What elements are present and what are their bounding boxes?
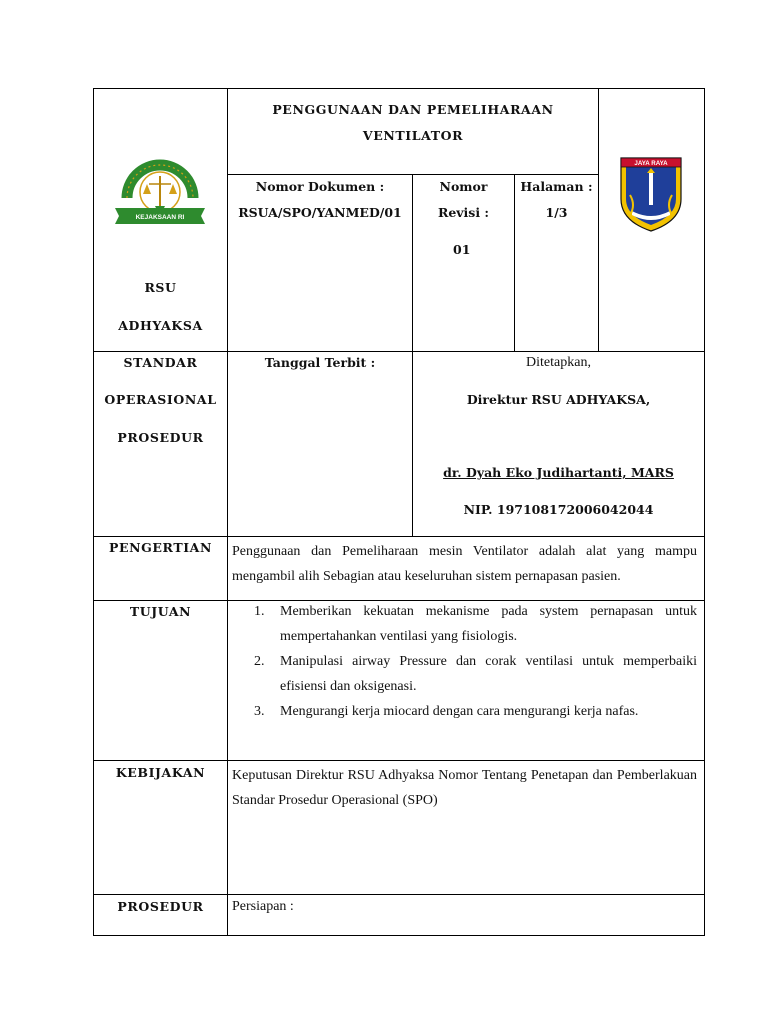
hospital-name-line1: RSU (144, 280, 177, 295)
border-top (93, 88, 705, 89)
list-item-number: 3. (254, 704, 265, 719)
signatory-name: dr. Dyah Eko Judihartanti, MARS (443, 465, 674, 480)
kebijakan-text: Keputusan Direktur RSU Adhyaksa Nomor Tentang Penetapan dan Pemberlakuan Standar Prosedur Operasional (SPO) (232, 768, 697, 808)
nomor-dokumen-label: Nomor Dokumen : (255, 179, 385, 194)
list-item (232, 599, 697, 649)
row-divider-sop (93, 536, 705, 537)
nomor-revisi-label-line1: Nomor (439, 179, 488, 194)
nip-number: NIP. 197108172006042044 (463, 502, 654, 517)
list-item (232, 699, 697, 724)
list-item-text: Memberikan kekuatan mekanisme pada system pernapasan untuk mempertahankan ventilasi yang fisiologis. (280, 604, 697, 644)
logo-banner-text: KEJAKSAAN RI (135, 214, 185, 221)
pengertian-text: Penggunaan dan Pemeliharaan mesin Ventilator adalah alat yang mampu mengambil alih Sebagian atau keseluruhan sistem pernapasan pasien. (232, 544, 697, 584)
halaman-value: 1/3 (545, 205, 568, 220)
prosedur-label: PROSEDUR (117, 899, 204, 914)
direktur-title: Direktur RSU ADHYAKSA, (466, 392, 651, 407)
document-title-line1: PENGGUNAAN DAN PEMELIHARAAN (272, 102, 554, 117)
sop-label-line2: OPERASIONAL (104, 392, 217, 407)
shield-banner-text: JAYA RAYA (634, 160, 668, 168)
prosedur-text: Persiapan : (232, 899, 294, 914)
hospital-name-line2: ADHYAKSA (118, 318, 203, 333)
document-title-line2: VENTILATOR (362, 128, 464, 143)
list-item-text: Manipulasi airway Pressure dan corak ventilasi untuk memperbaiki efisiensi dan oksigenasi. (280, 654, 697, 694)
list-item-number: 2. (254, 654, 265, 669)
nomor-revisi-label-line2: Revisi : (437, 205, 490, 220)
list-item (232, 649, 697, 699)
jaya-raya-shield-logo (618, 155, 684, 233)
logo-column-divider (598, 88, 599, 352)
ditetapkan-text: Ditetapkan, (526, 355, 591, 370)
row-divider-tujuan (93, 760, 705, 761)
tujuan-list (232, 599, 697, 724)
title-row-divider (227, 174, 599, 175)
sop-label-line1: STANDAR (123, 355, 198, 370)
tanggal-terbit-label: Tanggal Terbit : (264, 355, 376, 370)
pengertian-label: PENGERTIAN (109, 540, 212, 555)
revisi-column-divider (412, 174, 413, 352)
border-bottom (93, 935, 705, 936)
row-divider-kebijakan (93, 894, 705, 895)
kebijakan-label: KEBIJAKAN (115, 765, 206, 780)
nomor-dokumen-value: RSUA/SPO/YANMED/01 (238, 205, 402, 220)
nomor-revisi-value: 01 (453, 242, 471, 257)
border-left (93, 88, 94, 936)
hospital-logo (111, 150, 209, 230)
list-item-number: 1. (254, 604, 265, 619)
tujuan-label: TUJUAN (129, 604, 192, 619)
halaman-column-divider (514, 174, 515, 352)
halaman-label: Halaman : (520, 179, 593, 194)
border-right (704, 88, 705, 936)
list-item-text: Mengurangi kerja miocard dengan cara mengurangi kerja nafas. (280, 704, 639, 719)
sop-label-line3: PROSEDUR (117, 430, 204, 445)
row-divider-header (93, 351, 705, 352)
